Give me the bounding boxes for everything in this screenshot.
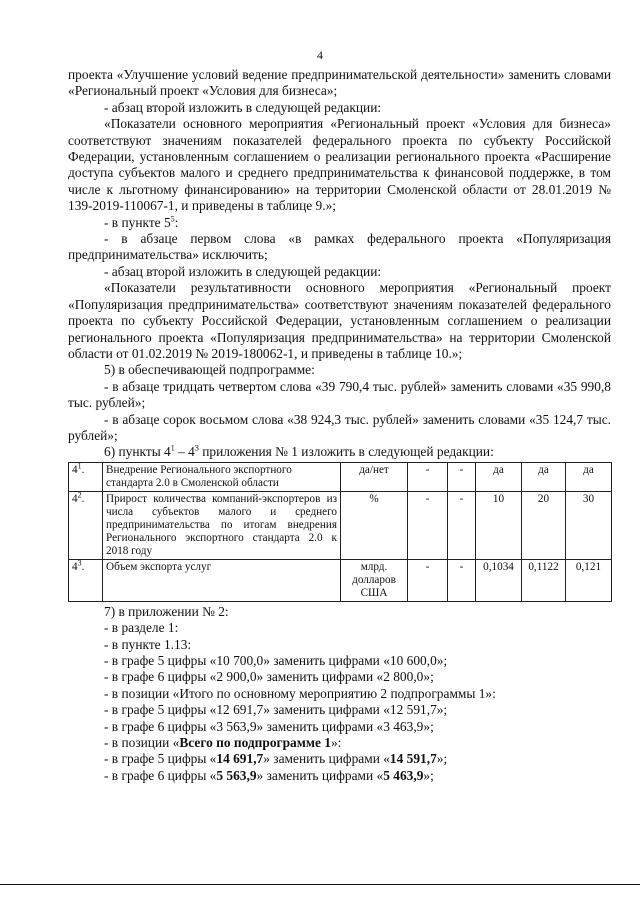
value-cell: да [566, 462, 612, 491]
row-number: $4^1$. [69, 462, 103, 491]
paragraph: - в пункте $5^5$: [104, 214, 179, 230]
value-cell: - [448, 462, 476, 491]
table-row [69, 462, 612, 491]
value-cell: - [408, 559, 448, 601]
unit-cell: млрд. долларов США [341, 559, 408, 601]
value-cell: - [408, 462, 448, 491]
value-cell: да [476, 462, 522, 491]
paragraph: - в графе 5 цифры «10 700,0» заменить цифрами «10 600,0»; [104, 652, 448, 668]
value-cell: - [448, 491, 476, 559]
paragraph: - в графе 5 цифры «12 691,7» заменить цифрами «12 591,7»; [104, 702, 448, 718]
paragraph: - в абзаце первом слова «в рамках федерального проекта «Популяризация предпринимательства» исключить; [68, 231, 611, 263]
unit-cell: % [341, 491, 408, 559]
value-cell: 0,121 [566, 559, 612, 601]
paragraph: - в абзаце тридцать четвертом слова «39 790,4 тыс. рублей» заменить словами «35 990,8 тыс. рублей»; [68, 378, 611, 411]
paragraph: - в разделе 1: [104, 620, 179, 636]
paragraph: - в графе 6 цифры «3 563,9» заменить цифрами «3 463,9»; [104, 718, 434, 734]
page-number: 4 [317, 48, 323, 62]
table-row [69, 491, 612, 559]
paragraph: - в позиции «Итого по основному мероприятию 2 подпрограммы 1»: [104, 685, 496, 701]
paragraph: - абзац второй изложить в следующей редакции: [104, 263, 382, 279]
value-cell: - [448, 559, 476, 601]
page-bottom-rule [0, 884, 640, 885]
paragraph: - в абзаце сорок восьмом слова «38 924,3 тыс. рублей» заменить словами «35 124,7 тыс. рублей»; [68, 411, 611, 443]
paragraph: 7) в приложении № 2: [104, 603, 229, 619]
table-row [69, 559, 612, 601]
value-cell: 0,1034 [476, 559, 522, 601]
value-cell: - [408, 491, 448, 559]
paragraph: проекта «Улучшение условий ведение предпринимательской деятельности» заменить словами «Региональный проект «Условия для бизнеса»; [68, 67, 611, 99]
value-cell: 0,1122 [522, 559, 566, 601]
paragraph: - в пункте 1.13: [104, 636, 192, 652]
paragraph: - в графе 5 цифры «14 691,7» заменить цифрами «14 591,7»; [104, 751, 448, 767]
paragraph: - в графе 6 цифры «5 563,9» заменить цифрами «5 463,9»; [104, 767, 434, 783]
paragraph: - в графе 6 цифры «2 900,0» заменить цифрами «2 800,0»; [104, 669, 434, 685]
row-number: $4^2$. [69, 491, 103, 559]
paragraph: - абзац второй изложить в следующей редакции: [104, 99, 382, 115]
unit-cell: да/нет [341, 462, 408, 491]
value-cell: 10 [476, 491, 522, 559]
paragraph: 5) в обеспечивающей подпрограмме: [104, 362, 315, 378]
paragraph: - в позиции «Всего по подпрограмме 1»: [104, 735, 342, 750]
value-cell: да [522, 462, 566, 491]
indicator-name: Объем экспорта услуг [103, 559, 341, 601]
paragraph: 6) пункты $4^1 - 4^3$ приложения № 1 изложить в следующей редакции: [104, 443, 494, 460]
indicators-table [68, 462, 612, 602]
document-body [68, 67, 611, 784]
row-number: $4^3$. [69, 559, 103, 601]
indicator-name: Прирост количества компаний-экспортеров из числа субъектов малого и среднего предпринимательства по итогам внедрения Регионального экспортного стандарта 2.0 к 2018 году [103, 491, 341, 559]
value-cell: 30 [566, 491, 612, 559]
paragraph: «Показатели результативности основного мероприятия «Региональный проект «Популяризация предпринимательства» соответствуют значениям показателей федерального проекта по субъекту Российской Федерации, установленным соглашением о реализации регионального проекта «Популяризация предпринимательства» на территории Смоленской области от 01.02.2019 № 2019-180062-1, и приведены в таблице 10.»; [68, 280, 611, 361]
paragraph: «Показатели основного мероприятия «Региональный проект «Условия для бизнеса» соответствуют значениям показателей федерального проекта по субъекту Российской Федерации, установленным соглашением о реализации регионального проекта «Расширение доступа субъектов малого и среднего предпринимательства к финансовой поддержке, в том числе к льготному финансированию» на территории Смоленской области от 28.01.2019 № 139-2019-110067-1, и приведены в таблице 9.»; [68, 116, 611, 214]
indicator-name: Внедрение Регионального экспортного стандарта 2.0 в Смоленской области [103, 462, 341, 491]
value-cell: 20 [522, 491, 566, 559]
